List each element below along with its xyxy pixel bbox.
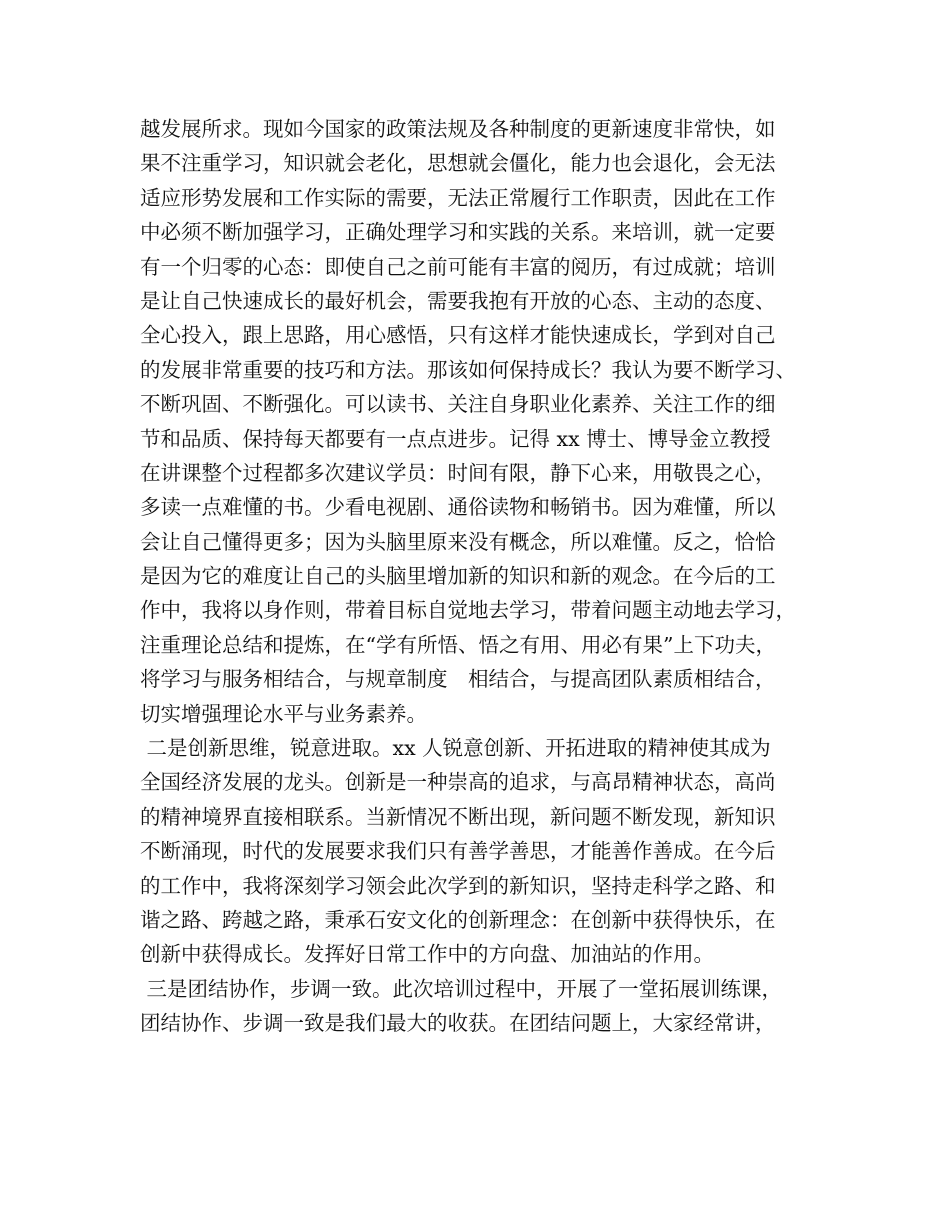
text-line: 全心投入，跟上思路，用心感悟，只有这样才能快速成长，学到对自己 xyxy=(140,323,776,348)
text-line: 谐之路、跨越之路，秉承石安文化的创新理念：在创新中获得快乐，在 xyxy=(140,907,776,932)
text-line: 越发展所求。现如今国家的政策法规及各种制度的更新速度非常快，如 xyxy=(140,117,776,141)
text-line: 适应形势发展和工作实际的需要，无法正常履行工作职责，因此在工作 xyxy=(140,185,776,210)
text-line: 果不注重学习，知识就会老化，思想就会僵化，能力也会退化，会无法 xyxy=(140,151,776,176)
text-line: 中必须不断加强学习，正确处理学习和实践的关系。来培训，就一定要 xyxy=(140,220,776,245)
text-line: 的工作中，我将深刻学习领会此次学到的新知识，坚持走科学之路、和 xyxy=(140,873,776,898)
text-line: 全国经济发展的龙头。创新是一种崇高的追求，与高昂精神状态，高尚 xyxy=(140,770,776,795)
text-line: 注重理论总结和提炼，在“学有所悟、悟之有用、用必有果”上下功夫， xyxy=(140,632,776,657)
text-line: 的发展非常重要的技巧和方法。那该如何保持成长？我认为要不断学习、 xyxy=(140,357,796,382)
text-line: 创新中获得成长。发挥好日常工作中的方向盘、加油站的作用。 xyxy=(140,942,714,967)
text-line: 作中，我将以身作则，带着目标自觉地去学习，带着问题主动地去学习， xyxy=(140,598,796,623)
text-line: 团结协作、步调一致是我们最大的收获。在团结问题上，大家经常讲， xyxy=(140,1011,776,1036)
text-line: 是因为它的难度让自己的头脑里增加新的知识和新的观念。在今后的工 xyxy=(140,564,776,589)
body-text xyxy=(140,112,840,1041)
text-line: 节和品质、保持每天都要有一点点进步。记得 xx 博士、博导金立教授 xyxy=(140,426,771,451)
text-line: 有一个归零的心态：即使自己之前可能有丰富的阅历，有过成就；培训 xyxy=(140,254,776,279)
text-line: 是让自己快速成长的最好机会，需要我抱有开放的心态、主动的态度、 xyxy=(140,288,776,313)
text-line: 切实增强理论水平与业务素养。 xyxy=(140,701,427,726)
paragraph-start-line: 三是团结协作，步调一致。此次培训过程中，开展了一堂拓展训练课， xyxy=(140,976,783,1001)
text-line: 会让自己懂得更多；因为头脑里原来没有概念，所以难懂。反之，恰恰 xyxy=(140,529,776,554)
text-line: 的精神境界直接相联系。当新情况不断出现，新问题不断发现，新知识 xyxy=(140,804,776,829)
text-line: 不断涌现，时代的发展要求我们只有善学善思，才能善作善成。在今后 xyxy=(140,839,776,864)
text-line: 不断巩固、不断强化。可以读书、关注自身职业化素养、关注工作的细 xyxy=(140,392,776,417)
text-line: 多读一点难懂的书。少看电视剧、通俗读物和畅销书。因为难懂，所以 xyxy=(140,495,776,520)
text-line: 将学习与服务相结合，与规章制度 相结合，与提高团队素质相结合， xyxy=(140,667,776,692)
text-line: 在讲课整个过程都多次建议学员：时间有限，静下心来，用敬畏之心， xyxy=(140,460,776,485)
paragraph-start-line: 二是创新思维，锐意进取。xx 人锐意创新、开拓进取的精神使其成为 xyxy=(140,736,771,761)
